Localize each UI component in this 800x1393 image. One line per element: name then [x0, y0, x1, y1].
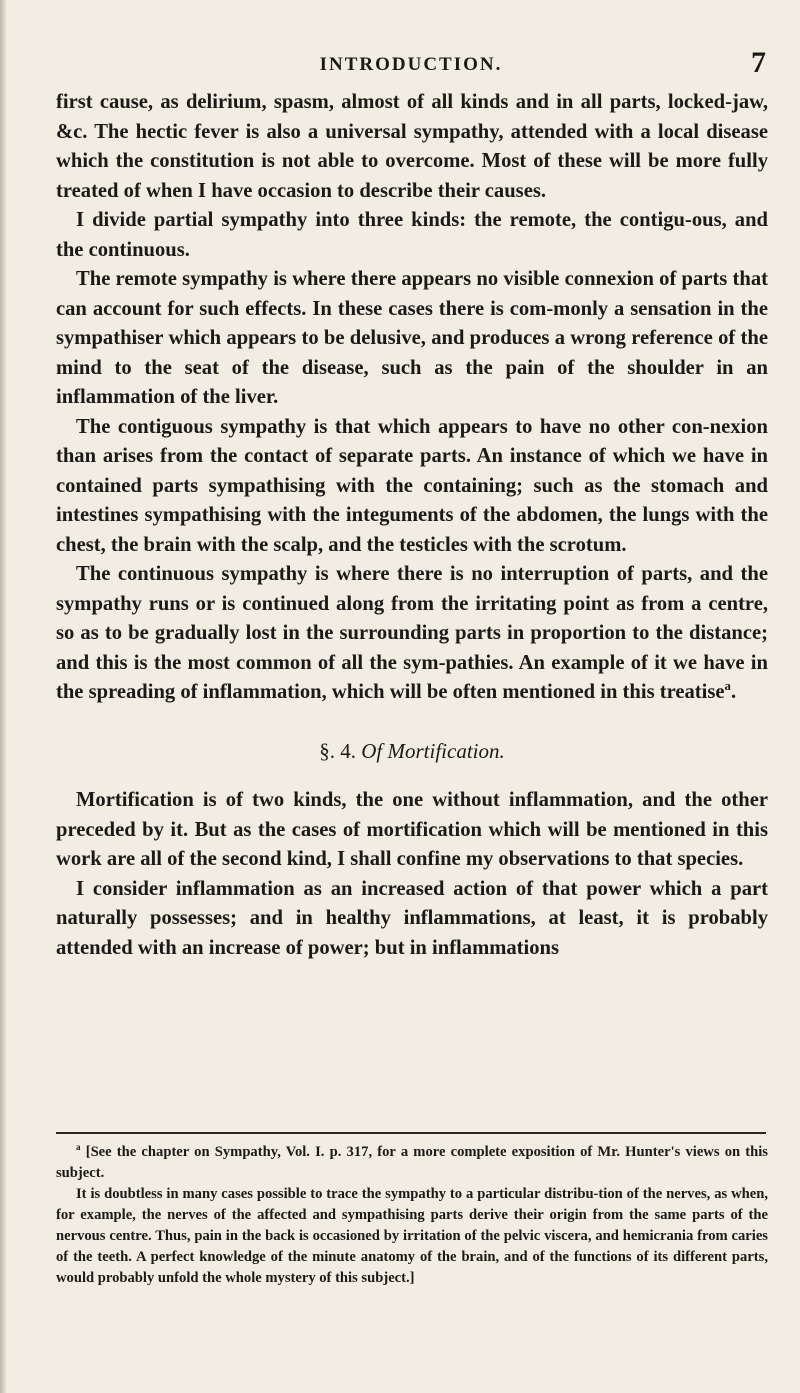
footnote-divider [56, 1132, 766, 1134]
paragraph: Mortification is of two kinds, the one without inflammation, and the other preceded by it. But as the cases of mortification which will be mentioned in this work are all of the second kind, I shall confine my observations to that species. [56, 789, 768, 870]
paragraph: first cause, as delirium, spasm, almost of all kinds and in all parts, locked-jaw, &c. The hectic fever is also a universal sympathy, attended with a local disease which the constitution is not able to overcome. Most of these will be more fully treated of when I have occasion to describe their causes. [56, 91, 768, 202]
paragraph-text: The continuous sympathy is where there is no interruption of parts, and the sympathy runs or is continued along from the irritating point as from a centre, so as to be gradually lost in the surrounding parts in proportion to the distance; and this is the most common of all the sym-pathies. An example of it we have in the spreading of inflammation, which will be often mentioned in this treatise [56, 563, 768, 703]
paragraph: I divide partial sympathy into three kinds: the remote, the contigu-ous, and the continuous. [56, 209, 768, 261]
page-binding-edge [0, 0, 6, 1393]
page-number: 7 [751, 46, 766, 79]
paragraph: I consider inflammation as an increased action of that power which a part naturally possesses; and in healthy inflammations, at least, it is probably attended with an increase of power; but in inflammations [56, 877, 768, 959]
paragraph: The remote sympathy is where there appears no visible connexion of parts that can account for such effects. In these cases there is com-monly a sensation in the sympathiser which appears to be delusive, and produces a wrong reference of the mind to the seat of the disease, such as the pain of the shoulder in an inflammation of the liver. [56, 268, 768, 408]
section-heading [56, 737, 768, 767]
section-number: §. 4. [319, 738, 356, 763]
paragraph: The contiguous sympathy is that which appears to have no other con-nexion than arises from the contact of separate parts. An instance of which we have in contained parts sympathising with the containing; such as the stomach and intestines sympathising with the integuments of the abdomen, the lungs with the chest, the brain with the scalp, and the testicles with the scrotum. [56, 415, 768, 556]
footnote-mark: a [76, 1142, 81, 1153]
footnote-reference: a [724, 679, 731, 694]
paragraph-end: . [730, 681, 737, 703]
paragraph-with-footnote [56, 560, 768, 708]
main-text [56, 88, 768, 963]
footnote-paragraph [56, 1142, 768, 1184]
footnote-text: [See the chapter on Sympathy, Vol. I. p. 317, for a more complete exposition of Mr. Hunter's views on this subject. [56, 1144, 768, 1181]
page-header [56, 46, 766, 82]
footnote [56, 1142, 768, 1289]
running-head: INTRODUCTION. [319, 54, 503, 75]
section-title: Of Mortification. [361, 738, 505, 763]
footnote-paragraph: It is doubtless in many cases possible to trace the sympathy to a particular distribu-tion of the nerves, as when, for example, the nerves of the affected and sympathising parts derive their origin from the same parts of the nervous centre. Thus, pain in the back is occasioned by irritation of the pelvic viscera, and hemicrania from caries of the teeth. A perfect knowledge of the minute anatomy of the brain, and of the functions of its different parts, would probably unfold the whole mystery of this subject.] [56, 1186, 768, 1286]
